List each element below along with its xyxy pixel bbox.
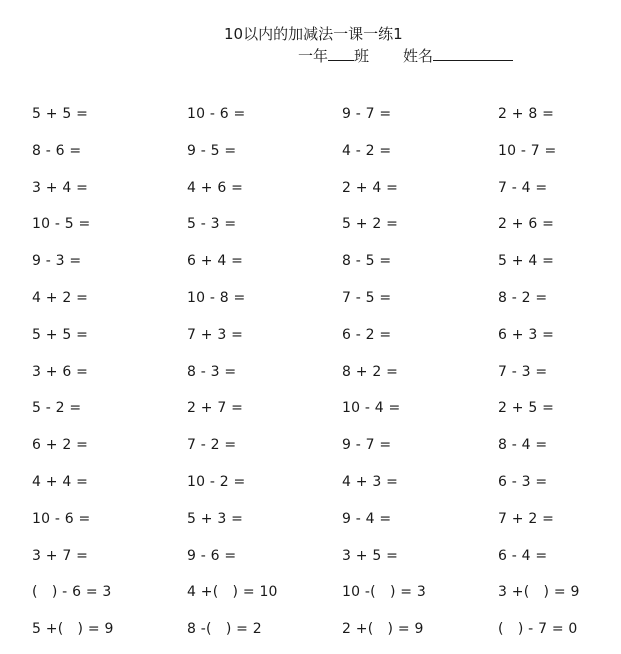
math-problem: 5 + 5 = — [32, 106, 89, 122]
math-problem: 5 - 3 = — [187, 216, 237, 233]
math-problem: 9 - 7 = — [342, 106, 392, 122]
math-problem: 10 - 5 = — [32, 216, 91, 233]
math-problem: 2 + 5 = — [498, 400, 555, 417]
math-problem: 9 - 5 = — [187, 142, 237, 159]
math-problem: 7 - 4 = — [498, 179, 548, 196]
class-blank[interactable] — [328, 46, 354, 61]
math-problem: 9 - 7 = — [342, 437, 392, 454]
math-problem: 3 + 6 = — [32, 363, 89, 380]
math-problem: 3 + 4 = — [32, 179, 89, 196]
math-problem: 6 + 2 = — [32, 437, 89, 454]
math-problem: 5 - 2 = — [32, 400, 82, 417]
math-problem: 8 -( ) = 2 — [187, 621, 262, 638]
math-problem: 6 + 4 = — [187, 253, 244, 270]
math-problem: 3 + 5 = — [342, 547, 399, 564]
math-problem: 2 + 6 = — [498, 216, 555, 233]
math-problem: 4 - 2 = — [342, 142, 392, 159]
math-problem: 10 - 2 = — [187, 473, 246, 490]
math-problem: 7 - 5 = — [342, 289, 392, 306]
math-problem: ( ) - 6 = 3 — [32, 584, 112, 601]
worksheet-title: 10以内的加减法一课一练1 — [224, 25, 403, 43]
math-problem: 4 + 4 = — [32, 473, 89, 490]
math-problem: 5 + 5 = — [32, 326, 89, 343]
math-problem: 4 + 3 = — [342, 473, 399, 490]
math-problem: 10 - 4 = — [342, 400, 401, 417]
math-problem: 6 - 4 = — [498, 547, 548, 564]
math-problem: 4 +( ) = 10 — [187, 584, 278, 601]
math-problem: 9 - 3 = — [32, 253, 82, 270]
math-problem: 10 - 7 = — [498, 142, 557, 159]
math-problem: 8 - 6 = — [32, 142, 82, 159]
math-problem: 6 - 2 = — [342, 326, 392, 343]
grade-label: 一年 — [298, 47, 329, 65]
math-problem: 10 - 8 = — [187, 289, 246, 306]
math-problem: 10 - 6 = — [32, 510, 91, 527]
math-problem: 10 - 6 = — [187, 106, 246, 122]
math-problem: 2 + 4 = — [342, 179, 399, 196]
name-label: 姓名 — [403, 47, 434, 65]
math-problem: 6 - 3 = — [498, 473, 548, 490]
math-problem: 7 + 2 = — [498, 510, 555, 527]
math-problem: 5 +( ) = 9 — [32, 621, 114, 638]
math-problem: 8 - 4 = — [498, 437, 548, 454]
math-problem: 2 + 8 = — [498, 106, 555, 122]
math-problem: 7 + 3 = — [187, 326, 244, 343]
math-problem: 9 - 6 = — [187, 547, 237, 564]
name-blank[interactable] — [433, 46, 513, 61]
math-problem: 8 - 5 = — [342, 253, 392, 270]
student-info-line — [298, 46, 513, 66]
math-problem: 3 + 7 = — [32, 547, 89, 564]
math-problem: 9 - 4 = — [342, 510, 392, 527]
math-problem: 5 + 4 = — [498, 253, 555, 270]
math-problem: 7 - 3 = — [498, 363, 548, 380]
class-label: 班 — [354, 47, 370, 65]
math-problem: 5 + 3 = — [187, 510, 244, 527]
math-problem: 8 - 3 = — [187, 363, 237, 380]
math-problem: 3 +( ) = 9 — [498, 584, 580, 601]
math-problem: 8 - 2 = — [498, 289, 548, 306]
math-problem: 7 - 2 = — [187, 437, 237, 454]
math-problem: 2 + 7 = — [187, 400, 244, 417]
math-problem: 10 -( ) = 3 — [342, 584, 426, 601]
math-problem: 6 + 3 = — [498, 326, 555, 343]
math-problem: ( ) - 7 = 0 — [498, 621, 578, 638]
math-problem: 2 +( ) = 9 — [342, 621, 424, 638]
math-problem: 8 + 2 = — [342, 363, 399, 380]
math-problem: 4 + 6 = — [187, 179, 244, 196]
math-problem: 5 + 2 = — [342, 216, 399, 233]
math-problem: 4 + 2 = — [32, 289, 89, 306]
